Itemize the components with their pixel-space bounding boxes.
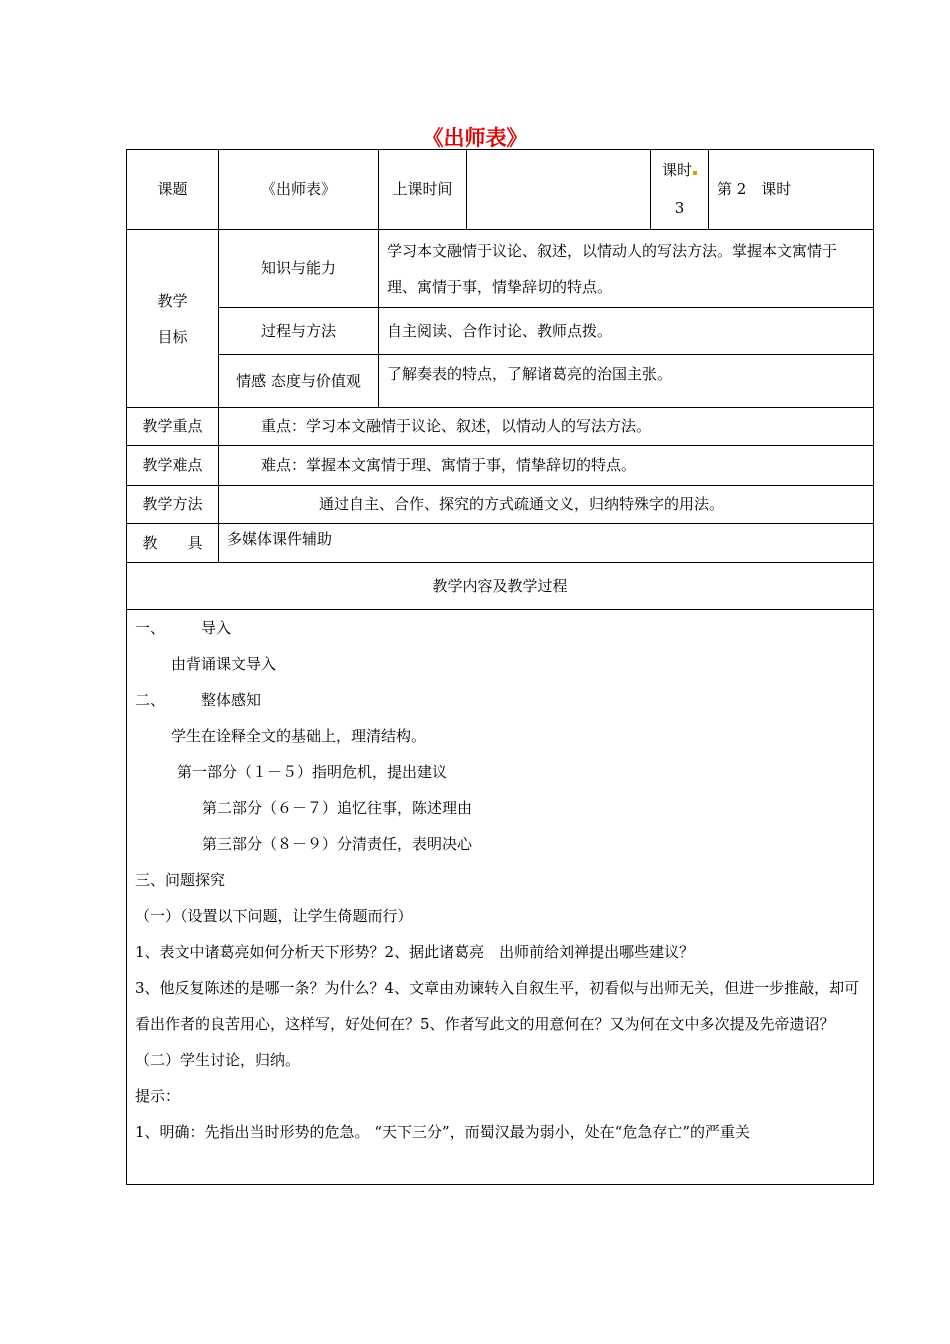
hours-cell bbox=[651, 150, 709, 230]
section1-title: 导入 bbox=[201, 619, 232, 637]
tools-text: 多媒体课件辅助 bbox=[219, 524, 874, 563]
objective-name: 知识与能力 bbox=[219, 230, 379, 308]
topic-value: 《出师表》 bbox=[219, 150, 379, 230]
method-text: 通过自主、合作、探究的方式疏通文义，归纳特殊字的用法。 bbox=[219, 486, 874, 524]
hours-label: 课时 bbox=[661, 161, 692, 179]
question-line bbox=[135, 934, 865, 970]
tools-label: 教 具 bbox=[127, 524, 219, 563]
class-time-label: 上课时间 bbox=[379, 150, 467, 230]
objectives-label-line2: 目标 bbox=[157, 327, 188, 346]
focus-text: 重点：学习本文融情于议论、叙述，以情动人的写法方法。 bbox=[219, 408, 874, 446]
method-label: 教学方法 bbox=[127, 486, 219, 524]
process-body bbox=[127, 610, 874, 1185]
hint-label: 提示： bbox=[135, 1087, 181, 1105]
section2-text: 学生在诠释全文的基础上，理清结构。 bbox=[171, 727, 427, 745]
structure-part-3: 第三部分（８－９）分清责任，表明决心 bbox=[202, 835, 473, 853]
section3-title: 三、问题探究 bbox=[135, 871, 226, 889]
focus-label: 教学重点 bbox=[127, 408, 219, 446]
lesson-number: 第 2 课时 bbox=[709, 150, 874, 230]
structure-part-2: 第二部分（６－７）追忆往事，陈述理由 bbox=[202, 799, 473, 817]
topic-label: 课题 bbox=[127, 150, 219, 230]
objective-name: 情感 态度与价值观 bbox=[219, 355, 379, 408]
document-title: 《出师表》 bbox=[422, 126, 528, 150]
question-2-cont: 出师前给刘禅提出哪些建议？ bbox=[499, 943, 695, 961]
section1-number: 一、 bbox=[135, 619, 166, 637]
process-header: 教学内容及教学过程 bbox=[127, 563, 874, 610]
section1-text: 由背诵课文导入 bbox=[171, 655, 277, 673]
section2-title: 整体感知 bbox=[201, 691, 262, 709]
class-time-value bbox=[467, 150, 651, 230]
objective-text: 了解奏表的特点，了解诸葛亮的治国主张。 bbox=[379, 355, 874, 408]
question-1-2: 1、表文中诸葛亮如何分析天下形势？2、据此诸葛亮 bbox=[135, 943, 485, 961]
difficulty-label: 教学难点 bbox=[127, 446, 219, 486]
section2-number: 二、 bbox=[135, 691, 166, 709]
objectives-label bbox=[127, 230, 219, 408]
structure-part-1: 第一部分（１－５）指明危机，提出建议 bbox=[177, 763, 448, 781]
lesson-plan-table bbox=[126, 149, 874, 1185]
objective-name: 过程与方法 bbox=[219, 308, 379, 355]
objective-text: 自主阅读、合作讨论、教师点拨。 bbox=[379, 308, 874, 355]
objectives-label-line1: 教学 bbox=[157, 291, 188, 310]
subsection-1: （一）（设置以下问题，让学生倚题而行） bbox=[135, 907, 413, 925]
subsection-2: （二）学生讨论，归纳。 bbox=[135, 1051, 301, 1069]
hours-value: 3 bbox=[674, 198, 685, 217]
difficulty-text: 难点：掌握本文寓情于理、寓情于事，情挚辞切的特点。 bbox=[219, 446, 874, 486]
answer-1: 1、明确：先指出当时形势的危急。 “天下三分”，而蜀汉最为弱小，处在“危急存亡”的严重关 bbox=[135, 1123, 750, 1141]
objective-text: 学习本文融情于议论、叙述，以情动人的写法方法。掌握本文寓情于理、寓情于事，情挚辞切的特点。 bbox=[379, 230, 874, 308]
question-3-5: 3、他反复陈述的是哪一条？为什么？4、文章由劝谏转入自叙生平，初看似与出师无关，但进一步推敲，却可看出作者的良苦用心，这样写，好处何在？5、作者写此文的用意何在？又为何在文中多次提及先帝遗诏？ bbox=[135, 979, 860, 1033]
